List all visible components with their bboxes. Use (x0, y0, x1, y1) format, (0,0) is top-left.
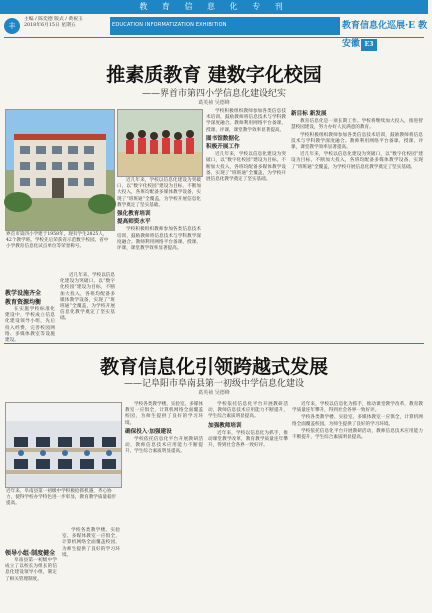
photo3-caption: 近年来，阜南县第一初级中学积极抢抓机遇，齐心协力，使得学校办学特色进一步彰显，教育教学质量稳步提高。 (6, 489, 117, 506)
students-photo (117, 109, 203, 177)
article1-col2-bottom-text: 近几年来，学校以信息化建设为突破口，以“数字化校园”建设为目标，不断加大投入，各班均配备多媒体教学设备，实现了“班班通”全覆盖，为学校开展信息化教学奠定了坚实基础。 (60, 273, 115, 322)
article2-byline: 葛英祯 吴德峰 (198, 390, 230, 396)
section-title (342, 17, 432, 49)
school-building-illustration (6, 110, 114, 230)
header-rule (4, 37, 424, 38)
page-topbar: 教 育 信 息 化 专 刊 (0, 0, 428, 14)
article1-col2-text: 近几年来，学校以信息化建设为突破口，以“数字化校园”建设为目标，不断加大投入，各班均配备多媒体教学设备，实现了“班班通”全覆盖，为学校开展信息化教学奠定了坚实基础。 (117, 178, 201, 208)
article2-col4-text: 近年来，学校以信息化为抓手，推动课堂教学改革，教育教学质量连年攀升，得到社会各界一致好评。 (292, 402, 423, 414)
photo1-caption: 界首市第四小学建于1958年，现有学生2825人，42个教学班。学校先后荣获省示范数字校园、省中小学教育信息化试点单位等荣誉称号。 (6, 232, 109, 249)
article1-subtitle: ——界首市第四小学信息化建设纪实 (141, 89, 286, 99)
article1-left-text: 在实施学校标准化建设中，学校成立信息化建设领导小组，先后投入经费，完善校园网络、多媒体教室等设施建设。 (5, 307, 55, 344)
article2-col4-text3: 学校依托信息化平台开展教研活动，教师信息技术应用能力不断提升，学生综合素质明显提高。 (292, 428, 423, 441)
computer-classroom-illustration (6, 403, 121, 487)
section-title-text: 教育信息化巡展·E 教安徽 (342, 21, 428, 49)
computer-classroom-photo (5, 402, 122, 488)
masthead-meta (24, 17, 83, 29)
article1-col2-subhead1: 强化教育培训 (117, 211, 151, 218)
article2-column-4 (292, 402, 423, 610)
article2-col1-text: 阜南县第一初级中学成立了以校长为组长的信息化建设领导小组，制定了相关管理制度。 (5, 558, 57, 582)
english-banner-text: EDUCATION INFORMATIZATION EXHIBITION (112, 22, 227, 28)
article2-column-3 (208, 402, 288, 610)
editor-line: 主编 / 陈奕德 版式 / 黄祝玉 (24, 17, 83, 22)
page-number-badge: E3 (361, 39, 377, 51)
article2-subtitle: ——记阜阳市阜南县第一初级中学信息化建设 (123, 379, 304, 389)
article1-col3-subhead2: 积极开展工作 (206, 144, 240, 151)
article1-col4-text3: 近几年来，学校以信息化建设为突破口，以“数字化校园”建设为目标，不断加大投入，各班均配备多媒体教学设备，实现了“班班通”全覆盖，为学校开展信息化教学奠定了坚实基础。 (291, 152, 423, 170)
newspaper-logo-icon: 丰 (4, 18, 20, 34)
article1-col4-subhead: 新目标 新发展 (291, 111, 327, 117)
article2-column-2 (125, 402, 203, 610)
article1-column-4 (291, 109, 423, 337)
article2-column-1 (5, 558, 57, 610)
article2-col3-text: 学校依托信息化平台开展教研活动，教师信息技术应用能力不断提升，学生综合素质明显提高。 (208, 402, 288, 420)
students-illustration (118, 110, 202, 176)
article2-col3-text2: 近年来，学校以信息化为抓手，推动课堂教学改革，教育教学质量连年攀升，得到社会各界一致好评。 (208, 430, 288, 449)
article2-title: 教育信息化引领跨越式发展 (99, 356, 328, 378)
article2-col1b-text: 学校各类教学楼、实验室、多媒体教室一应俱全，计算机网络全面覆盖校园，为师生提供了良好的学习环境。 (62, 528, 120, 558)
article1-left-column (5, 307, 55, 344)
article-divider (4, 343, 424, 344)
article1-left-subhead2: 教育资源均衡 (5, 299, 42, 306)
article1-col4-text2: 学校积极组织教师参加各类信息技术培训，鼓励教师将信息技术与学科教学深度融合。教师利用网络平台备课、授课、评课，课堂教学效率显著提高。 (291, 132, 423, 151)
article1-byline: 葛英祯 吴德峰 (198, 100, 230, 106)
article1-column-2-bottom (60, 273, 115, 337)
article1-col3-text2: 近几年来，学校以信息化建设为突破口，以“数字化校园”建设为目标，不断加大投入，各班均配备多媒体教学设备，实现了“班班通”全覆盖，为学校开展信息化教学奠定了坚实基础。 (206, 152, 286, 183)
article2-col2-text2: 学校依托信息化平台开展教研活动，教师信息技术应用能力不断提升，学生综合素质明显提高。 (125, 437, 203, 455)
date-line: 2018年6月15日 星期五 (24, 23, 76, 28)
school-building-photo (5, 109, 115, 231)
article1-column-2 (117, 178, 201, 336)
article2-column-1b (62, 528, 120, 610)
article1-column-3 (206, 109, 286, 337)
article1-col3-text: 学校积极组织教师参加各类信息技术培训，鼓励教师将信息技术与学科教学深度融合。教师利用网络平台备课、授课、评课，课堂教学效率显著提高。 (206, 109, 286, 133)
article1-title: 推素质教育 建数字化校园 (106, 64, 322, 86)
article1-col2-text2: 学校积极组织教师参加各类信息技术培训，鼓励教师将信息技术与学科教学深度融合。教师利用网络平台备课、授课、评课，课堂教学效率显著提高。 (117, 227, 201, 252)
article1-left-subhead1: 教学设施齐全 (5, 290, 42, 297)
article2-col4-text2: 学校各类教学楼、实验室、多媒体教室一应俱全，计算机网络全面覆盖校园，为师生提供了良好的学习环境。 (292, 415, 423, 427)
article1-col3-subhead1: 图书馆数据化 (206, 135, 240, 142)
article2-col2-text: 学校各类教学楼、实验室、多媒体教室一应俱全，计算机网络全面覆盖校园，为师生提供了良好的学习环境。 (125, 402, 203, 426)
article2-col1-subhead: 领导小组·制度健全 (5, 550, 56, 557)
article1-col4-text: 教育信息化是一项长期工作。学校将继续加大投入，推进智慧校园建设，努力办好人民满意的教育。 (291, 119, 423, 131)
article2-col3-subhead: 加强教师培训 (208, 422, 242, 429)
article2-col2-subhead: 确保投入·加强建设 (125, 428, 172, 435)
article1-col2-subhead2: 提高师资水平 (117, 219, 151, 226)
